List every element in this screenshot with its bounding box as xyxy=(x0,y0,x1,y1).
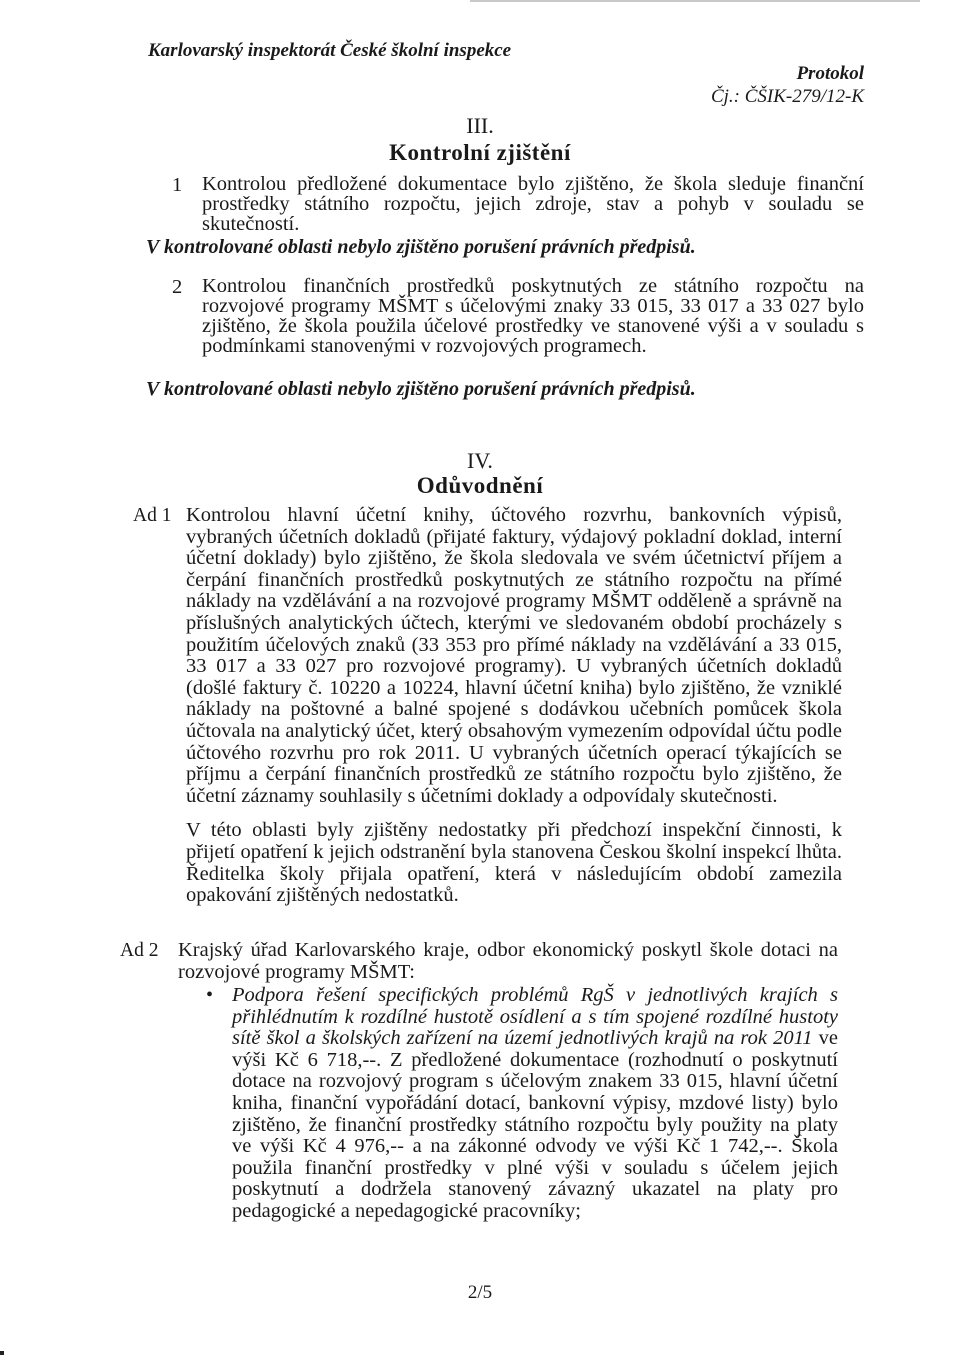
ad-2-bullet-item xyxy=(206,985,838,1223)
section-3-title: Kontrolní zjištění xyxy=(389,140,571,165)
top-edge-line xyxy=(470,0,920,2)
item-2-finding: V kontrolované oblasti nebylo zjištěno porušení právních předpisů. xyxy=(146,378,696,400)
scan-mark xyxy=(0,1351,4,1355)
institution-name: Karlovarský inspektorát České školní inspekce xyxy=(148,40,512,61)
item-1-text: Kontrolou předložené dokumentace bylo zjištěno, že škola sleduje finanční prostředky státního rozpočtu, jejich zdroje, stav a pohyb v souladu se skutečností. xyxy=(202,173,864,235)
ad-1-paragraph: V této oblasti byly zjištěny nedostatky při předchozí inspekční činnosti, k přijetí opatření k jejich odstranění byla stanovena Českou školní inspekcí lhůta. Ředitelka školy přijala opatření, která v následujícím období zamezila opakování zjištěných nedostatků. xyxy=(186,819,842,907)
ad-1-paragraph: Kontrolou hlavní účetní knihy, účtového rozvrhu, bankovních výpisů, vybraných účetních dokladů (přijaté faktury, výdajový pokladní doklad, interní účetní doklady) bylo zjištěno, že škola sledovala ve svém účetnictví příjem a čerpání finančních prostředků poskytnutých ze státního rozpočtu na přímé náklady na vzdělávání a na rozvojové programy MŠMT odděleně a správně na příslušných analytických účtech, kterými ve sledovaném období procházely s použitím účelových znaků (33 353 pro přímé náklady na vzdělávání a 33 015, 33 017 a 33 027 pro rozvojové programy). U vybraných účetních dokladů (došlé faktury č. 10220 a 10224, hlavní účetní kniha) bylo zjištěno, že vzniklé náklady na poštovné a balné spojené s dodávkou učebních pomůcek škola účtovala na analytický účet, který obsahovým vymezením odpovídal účtu podle účtového rozvrhu pro rok 2011. U vybraných účetních operací týkajících se příjmu a čerpání finančních prostředků ze státního rozpočtu bylo zjištěno, že účetní záznamy souhlasily s účetními doklady a odpovídaly skutečnosti. xyxy=(186,504,842,807)
ad-1-label: Ad 1 xyxy=(133,505,172,526)
item-1-finding: V kontrolované oblasti nebylo zjištěno porušení právních předpisů. xyxy=(146,236,696,258)
ad-1-body xyxy=(186,505,842,920)
bullet-icon: • xyxy=(206,984,214,1006)
reference-number: Čj.: ČŠIK-279/12-K xyxy=(710,86,864,107)
section-4-title: Odůvodnění xyxy=(416,473,544,498)
item-2-number: 2 xyxy=(172,276,183,298)
ad-2-intro: Krajský úřad Karlovarského kraje, odbor ekonomický poskytl škole dotaci na rozvojové programy MŠMT: xyxy=(178,939,838,983)
document-type: Protokol xyxy=(796,63,864,84)
item-2-text: Kontrolou finančních prostředků poskytnutých ze státního rozpočtu na rozvojové programy MŠMT s účelovými znaky 33 015, 33 017 a 33 027 bylo zjištěno, že škola použila účelové prostředky ve stanovené výši a v souladu s podmínkami stanovenými v rozvojových programech. xyxy=(202,275,864,357)
page-number: 2/5 xyxy=(467,1282,493,1303)
bullet-text xyxy=(232,985,838,1223)
ad-2-label: Ad 2 xyxy=(120,940,159,961)
item-1-number: 1 xyxy=(172,174,183,196)
bullet-detail: ve výši Kč 6 718,--. Z předložené dokumentace (rozhodnutí o poskytnutí dotace na rozvojový program s účelovým znakem 33 015, hlavní účetní kniha, finanční vypořádání dotací, bankovní výpisy, mzdové listy) bylo zjištěno, že finanční prostředky státního rozpočtu byly použity na platy ve výši Kč 4 976,-- a na zákonné odvody ve výši Kč 1 742,--. Škola použila finanční prostředky v plné výši v souladu s účelem jejich poskytnutí a dodržela stanovený závazný ukazatel na platy pro pedagogické a nepedagogické pracovníky; xyxy=(232,1027,839,1222)
document-header-right xyxy=(711,62,864,108)
section-3-number: III. xyxy=(466,113,494,138)
section-4-number: IV. xyxy=(467,448,493,473)
program-name: Podpora řešení specifických problémů RgŠ v jednotlivých krajích s přihlédnutím k rozdílné hustotě osídlení a s tím spojené rozdílné hustoty sítě škol a školských zařízení na území jednotlivých krajů na rok 2011 xyxy=(232,984,838,1050)
